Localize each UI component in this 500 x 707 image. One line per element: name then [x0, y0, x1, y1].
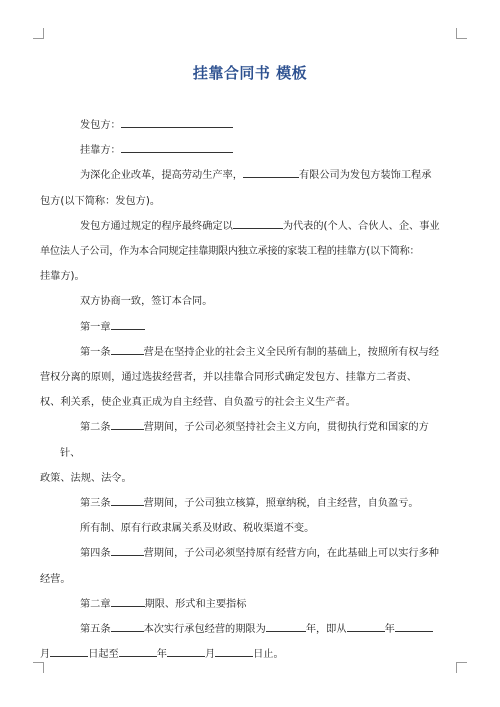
- day-from-text: 日起至: [88, 649, 119, 661]
- day-end-text: 日止。: [253, 649, 284, 661]
- article-3-text-a: 营期间，子公司独立核算，照章纳税，自主经营，自负盈亏。: [143, 498, 419, 510]
- party-b-line: [60, 138, 444, 163]
- article-3-blank[interactable]: [111, 496, 144, 506]
- agreement-line: 双方协商一致，签订本合同。: [80, 296, 213, 308]
- intro-paragraph-2: [40, 214, 444, 290]
- article-2-text-a: 营期间，子公司必须坚持社会主义方向，贯彻执行党和国家的方针、: [60, 422, 429, 459]
- intro-1-text-c: 包方(以下简称：发包方)。: [40, 195, 161, 207]
- term-years-blank[interactable]: [266, 622, 306, 632]
- month-unit-2: 月: [204, 649, 216, 661]
- article-5-label: 第五条: [80, 624, 111, 636]
- end-month-blank[interactable]: [167, 647, 205, 657]
- crop-mark-top-right: [456, 28, 467, 39]
- article-4-label: 第四条: [80, 548, 111, 560]
- article-4-text-b: 经营。: [40, 573, 71, 585]
- year-unit-2: 年: [384, 624, 395, 636]
- article-5: [40, 617, 444, 667]
- end-day-blank[interactable]: [215, 647, 253, 657]
- party-a-label: 发包方：: [80, 120, 121, 131]
- article-1-blank[interactable]: [111, 345, 144, 355]
- article-1-text-a: 营是在坚持企业的社会主义全民所有制的基础上，按照所有权与经: [143, 346, 439, 358]
- article-4-blank[interactable]: [111, 546, 144, 556]
- company-name-blank[interactable]: [243, 168, 299, 178]
- article-3-label: 第三条: [80, 498, 111, 510]
- crop-mark-top-left: [33, 28, 44, 39]
- chapter-1-blank[interactable]: [111, 320, 145, 330]
- article-2-label: 第二条: [80, 422, 111, 434]
- month-unit-1: 月: [40, 649, 51, 661]
- end-year-blank[interactable]: [119, 647, 157, 657]
- chapter-2-heading: [60, 592, 444, 617]
- article-3: [60, 491, 444, 516]
- article-3-continued: 所有制、原有行政隶属关系及财政、税收渠道不变。: [80, 523, 315, 535]
- chapter-1-label: 第一章: [80, 321, 111, 333]
- intro-paragraph-1: [40, 163, 444, 213]
- representative-blank[interactable]: [233, 219, 283, 229]
- intro-2-text-d: 挂靠方)。: [40, 271, 85, 283]
- document-body: [40, 113, 444, 667]
- chapter-1-heading: [60, 315, 444, 340]
- article-5-blank[interactable]: [111, 622, 144, 632]
- party-b-label: 挂靠方：: [80, 145, 121, 157]
- intro-2-text-b: 为代表的(个人、合伙人、企、事业: [282, 220, 440, 232]
- start-day-blank[interactable]: [50, 647, 88, 657]
- intro-1-text-a: 为深化企业改革，提高劳动生产率，: [80, 170, 243, 182]
- chapter-2-title: 期限、形式和主要指标: [144, 598, 247, 610]
- document-title: 挂靠合同书 模板: [192, 64, 308, 82]
- intro-1-text-b: 有限公司为发包方装饰工程承: [299, 170, 432, 182]
- article-2-text-b: 政策、法规、法令。: [40, 472, 132, 484]
- intro-2-text-c: 单位法人子公司，作为本合同规定挂靠期限内独立承接的家装工程的挂靠方(以下简称：: [40, 246, 420, 258]
- article-4: [40, 541, 444, 591]
- from-text: ，即从: [316, 624, 347, 636]
- year-unit-3: 年: [156, 649, 167, 661]
- crop-mark-bottom-left: [33, 662, 44, 673]
- crop-mark-bottom-right: [456, 662, 467, 673]
- article-2-blank[interactable]: [111, 420, 144, 430]
- party-a-line: [60, 113, 444, 138]
- party-a-blank[interactable]: [121, 118, 233, 128]
- article-1: [40, 340, 444, 416]
- article-2: [40, 415, 444, 491]
- article-5-text-a: 本次实行承包经营的期限为: [143, 624, 266, 636]
- chapter-2-blank[interactable]: [111, 597, 145, 607]
- start-month-blank[interactable]: [395, 622, 433, 632]
- article-1-label: 第一条: [80, 346, 111, 358]
- article-1-text-c: 权、利关系，使企业真正成为自主经营、自负盈亏的社会主义生产者。: [40, 397, 356, 409]
- article-4-text-a: 营期间，子公司必须坚持原有经营方向，在此基础上可以实行多种: [143, 548, 439, 560]
- chapter-2-label: 第二章: [80, 598, 111, 610]
- article-1-text-b: 营权分离的原则，通过选拔经营者，并以挂靠合同形式确定发包方、挂靠方二者责、: [40, 372, 417, 384]
- intro-2-text-a: 发包方通过规定的程序最终确定以: [80, 220, 233, 232]
- party-b-blank[interactable]: [121, 143, 233, 153]
- year-unit-1: 年: [305, 624, 316, 636]
- start-year-blank[interactable]: [347, 622, 385, 632]
